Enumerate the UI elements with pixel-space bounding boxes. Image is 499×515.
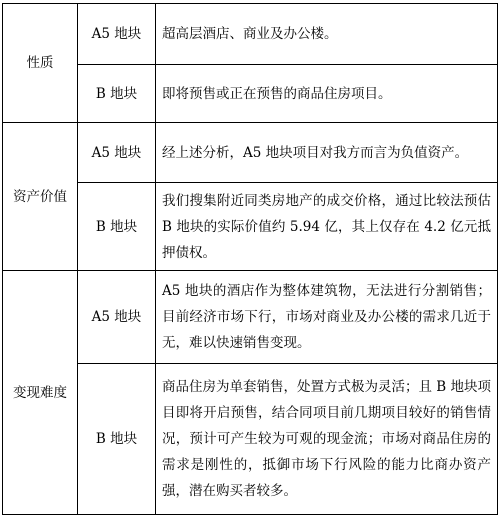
plot-a5-label: A5 地块 [78,123,156,183]
value-a5-description: 经上述分析，A5 地块项目对我方而言为负值资产。 [156,123,498,183]
category-liquidity: 变现难度 [3,271,78,515]
table-row [3,123,498,183]
plot-a5-label: A5 地块 [78,4,156,65]
nature-b-description: 即将预售或正在预售的商品住房项目。 [156,65,498,123]
liquidity-b-description: 商品住房为单套销售，处置方式极为灵活；且 B 地块项目即将开启预售，结合同项目前几期项目较好的销售情况，预计可产生较为可观的现金流；市场对商品住房的需求是刚性的，抵御市场下行风险的能力比商办资产强，潜在购买者较多。 [156,364,498,515]
category-asset-value: 资产价值 [3,123,78,271]
nature-a5-description: 超高层酒店、商业及办公楼。 [156,4,498,65]
table-row [3,183,498,271]
liquidity-a5-description: A5 地块的酒店作为整体建筑物，无法进行分割销售；目前经济市场下行，市场对商业及办公楼的需求几近于无，难以快速销售变现。 [156,271,498,364]
category-nature: 性质 [3,4,78,123]
plot-b-label: B 地块 [78,183,156,271]
plot-b-label: B 地块 [78,65,156,123]
table-row [3,65,498,123]
table-row [3,4,498,65]
table-row [3,271,498,364]
plot-b-label: B 地块 [78,364,156,515]
table-row [3,364,498,515]
plot-a5-label: A5 地块 [78,271,156,364]
asset-comparison-table [2,3,498,515]
value-b-description: 我们搜集附近同类房地产的成交价格，通过比较法预估 B 地块的实际价值约 5.94 亿，其上仅存在 4.2 亿元抵押债权。 [156,183,498,271]
